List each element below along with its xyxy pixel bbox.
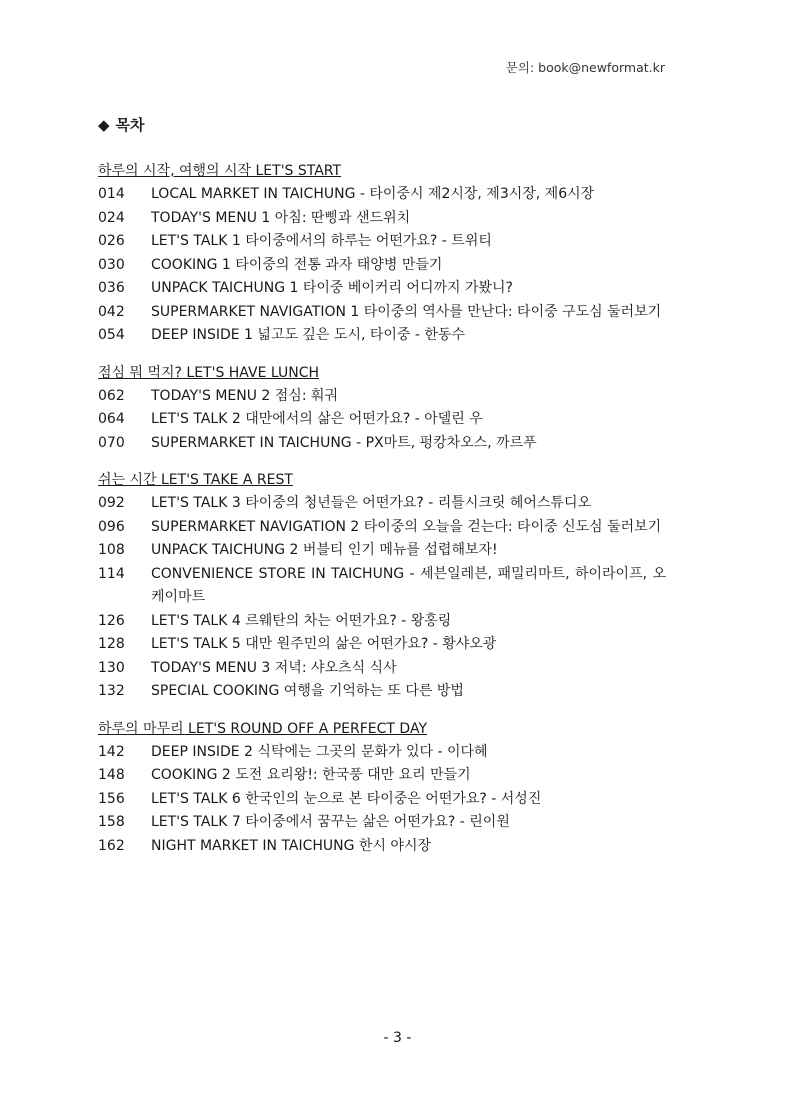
entry-title: COOKING 1 타이중의 전통 과자 태양병 만들기 [151,256,443,273]
entry-page-number: 042 [98,303,125,320]
contact-info: 문의: book@newformat.kr [505,60,665,75]
toc-entry [98,432,666,456]
entry-page-number: 062 [98,387,125,404]
entry-page-number: 128 [98,636,125,652]
entry-title: DEEP INSIDE 2 식탁에는 그곳의 문화가 있다 - 이다혜 [151,743,488,760]
toc-entry [98,764,666,788]
entry-page-number: 054 [98,327,125,343]
entry-page-number: 142 [98,743,125,760]
toc-entry [98,633,666,657]
toc-entry [98,539,666,563]
entry-page-number: 036 [98,280,125,296]
entry-title: SUPERMARKET NAVIGATION 2 타이중의 오늘을 걷는다: 타이중 신도심 둘러보기 [151,518,662,535]
toc-entry [98,516,666,540]
entry-title: CONVENIENCE STORE IN TAICHUNG - 세븐일레븐, 패밀리마트, 하이라이프, 오케이마트 [151,565,666,605]
entry-page-number: 158 [98,814,125,830]
entry-page-number: 108 [98,542,125,558]
entry-title: LET'S TALK 7 타이중에서 꿈꾸는 삶은 어떤가요? - 린이원 [151,814,510,830]
toc-entry [98,254,666,278]
toc-entry [98,385,666,409]
entry-page-number: 162 [98,837,125,854]
toc-entry [98,492,666,516]
toc-entry [98,788,666,812]
toc-section [98,469,666,704]
toc-entry [98,657,666,681]
entry-title: SUPERMARKET NAVIGATION 1 타이중의 역사를 만난다: 타이중 구도심 둘러보기 [151,303,662,320]
toc-section [98,160,666,348]
page-number: - 3 - [383,1030,412,1046]
toc-entry [98,563,666,610]
entry-title: COOKING 2 도전 요리왕!: 한국풍 대만 요리 만들기 [151,767,471,783]
entry-title: UNPACK TAICHUNG 1 타이중 베이커리 어디까지 가봤니? [151,280,513,296]
toc-entry [98,324,666,348]
diamond-icon: ◆ [98,116,110,134]
entry-page-number: 064 [98,411,125,427]
entry-title: UNPACK TAICHUNG 2 버블티 인기 메뉴를 섭렵해보자! [151,542,498,558]
entry-page-number: 148 [98,767,125,783]
toc-entry [98,811,666,835]
toc-entry [98,680,666,704]
toc-heading [98,114,145,135]
entry-title: LET'S TALK 5 대만 원주민의 삶은 어떤가요? - 황샤오광 [151,636,497,652]
entry-page-number: 092 [98,495,125,511]
entry-page-number: 096 [98,518,125,535]
entry-page-number: 126 [98,612,125,629]
entry-title: SPECIAL COOKING 여행을 기억하는 또 다른 방법 [151,683,464,699]
toc-entry [98,230,666,254]
entry-title: TODAY'S MENU 3 저녁: 샤오츠식 식사 [151,659,397,676]
entry-title: LET'S TALK 3 타이중의 청년들은 어떤가요? - 리틀시크릿 헤어스튜디오 [151,495,591,511]
entry-page-number: 114 [98,565,125,582]
toc-entry [98,183,666,207]
table-of-contents [98,160,666,872]
entry-page-number: 130 [98,659,125,676]
toc-entry [98,207,666,231]
toc-title: 목차 [115,116,145,134]
entry-title: LET'S TALK 6 한국인의 눈으로 본 타이중은 어떤가요? - 서성진 [151,790,542,807]
entry-title: DEEP INSIDE 1 넓고도 깊은 도시, 타이중 - 한동수 [151,327,465,343]
section-title: 점심 뭐 먹지? LET'S HAVE LUNCH [98,364,319,381]
toc-entry [98,301,666,325]
entry-title: TODAY'S MENU 1 아침: 딴삥과 샌드위치 [151,209,411,226]
entry-title: LOCAL MARKET IN TAICHUNG - 타이중시 제2시장, 제3시장, 제6시장 [151,186,595,202]
entry-page-number: 132 [98,683,125,699]
section-title: 하루의 마무리 LET'S ROUND OFF A PERFECT DAY [98,720,427,737]
toc-entry [98,741,666,765]
entry-page-number: 024 [98,209,125,226]
toc-section [98,362,666,456]
entry-title: LET'S TALK 1 타이중에서의 하루는 어떤가요? - 트위티 [151,233,492,249]
entry-page-number: 156 [98,790,125,807]
toc-entry [98,610,666,634]
entry-page-number: 070 [98,434,125,451]
toc-entry [98,277,666,301]
section-title: 쉬는 시간 LET'S TAKE A REST [98,472,293,488]
entry-page-number: 030 [98,256,125,273]
section-title: 하루의 시작, 여행의 시작 LET'S START [98,163,342,179]
toc-section [98,718,666,859]
toc-entry [98,408,666,432]
entry-title: LET'S TALK 4 르웨탄의 차는 어떤가요? - 왕홍링 [151,612,452,629]
entry-title: NIGHT MARKET IN TAICHUNG 한시 야시장 [151,837,432,854]
entry-title: TODAY'S MENU 2 점심: 훠궈 [151,387,339,404]
entry-page-number: 014 [98,186,125,202]
toc-entry [98,835,666,859]
entry-page-number: 026 [98,233,125,249]
entry-title: SUPERMARKET IN TAICHUNG - PX마트, 펑캉차오스, 까르푸 [151,434,537,451]
entry-title: LET'S TALK 2 대만에서의 삶은 어떤가요? - 아델린 우 [151,411,483,427]
